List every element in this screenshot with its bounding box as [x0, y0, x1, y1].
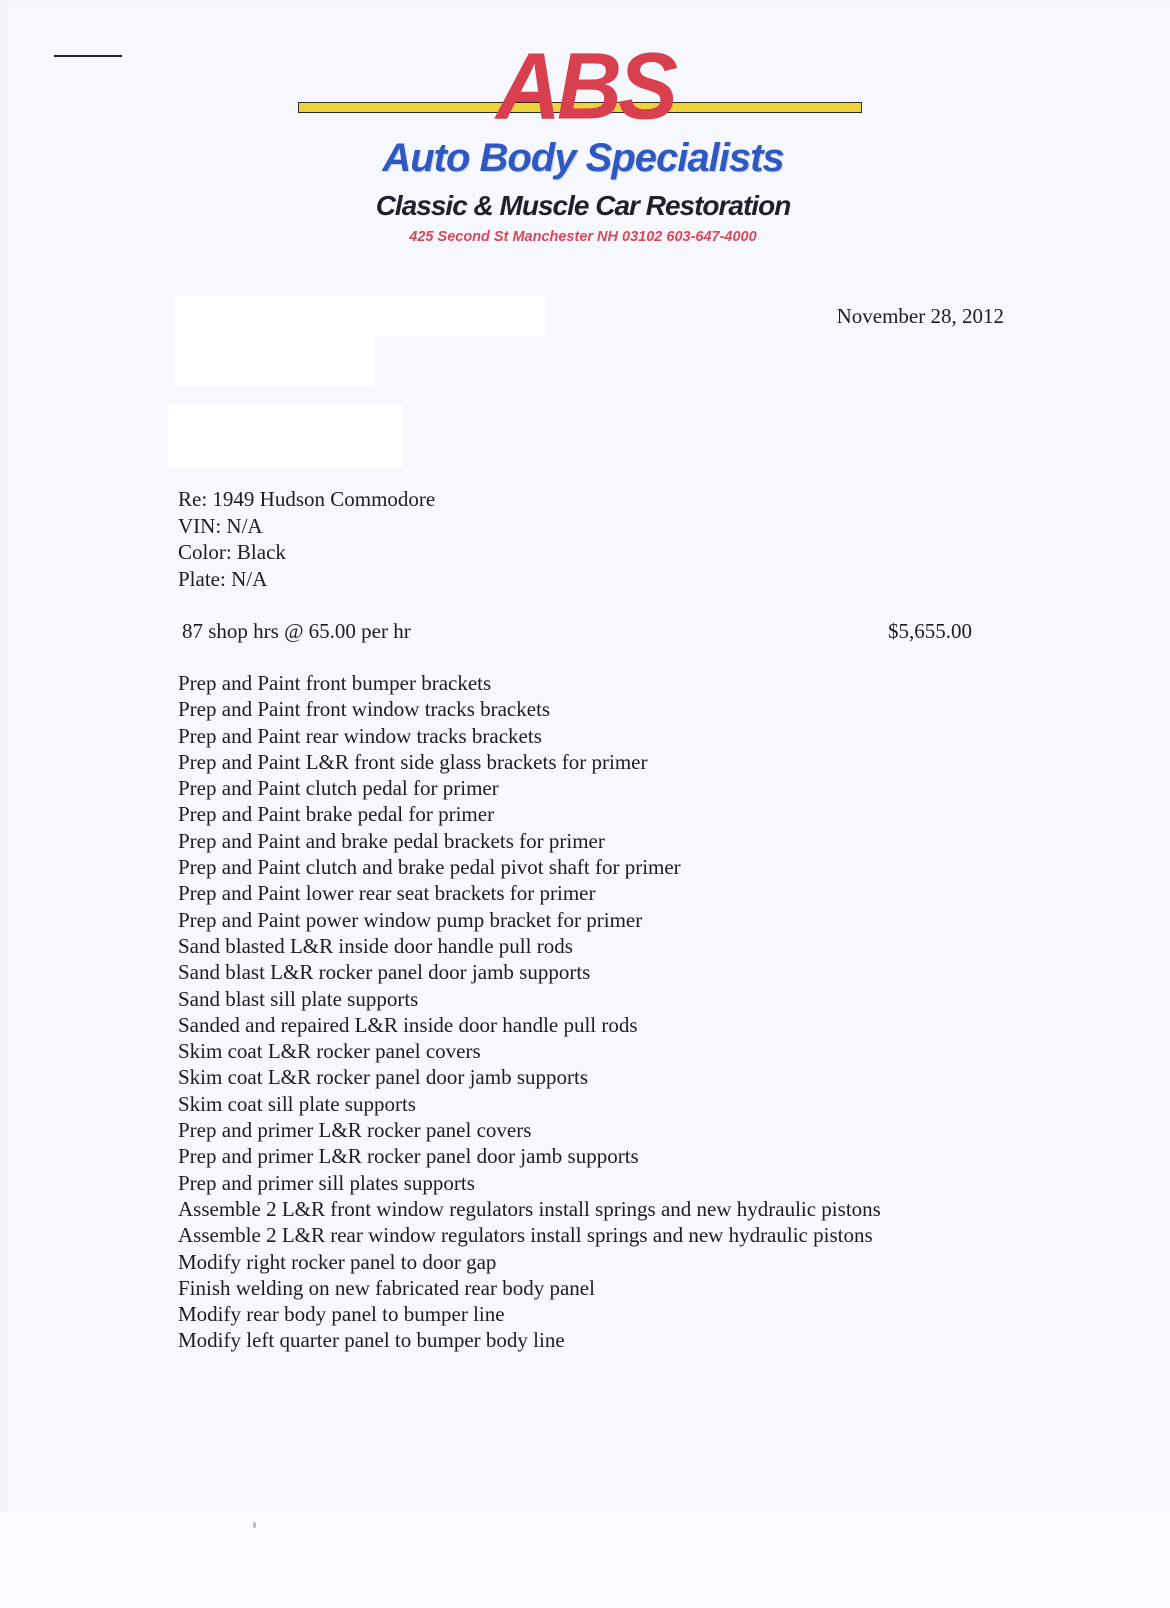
work-item: Skim coat L&R rocker panel door jamb supports	[178, 1065, 589, 1090]
labor-amount: $5,655.00	[888, 619, 972, 643]
redacted-block	[168, 405, 403, 467]
work-item: Prep and primer sill plates supports	[178, 1170, 475, 1195]
work-item: Prep and Paint lower rear seat brackets for primer	[178, 881, 596, 906]
work-item: Modify right rocker panel to door gap	[178, 1249, 497, 1274]
work-item: Prep and Paint front window tracks brackets	[178, 697, 551, 722]
work-item: Prep and Paint clutch pedal for primer	[178, 776, 499, 801]
work-item: Sand blast L&R rocker panel door jamb supports	[178, 960, 591, 985]
letter-date: November 28, 2012	[836, 304, 1004, 328]
work-item: Sand blasted L&R inside door handle pull rods	[178, 933, 573, 958]
work-item: Prep and Paint rear window tracks brackets	[178, 723, 542, 748]
company-tagline: Classic & Muscle Car Restoration	[375, 190, 791, 221]
vehicle-color: Color: Black	[178, 540, 286, 564]
work-item: Skim coat L&R rocker panel covers	[178, 1039, 481, 1064]
work-item: Prep and primer L&R rocker panel door jamb supports	[178, 1144, 639, 1169]
work-item: Prep and Paint brake pedal for primer	[178, 802, 495, 827]
work-items-list	[178, 670, 881, 1354]
vehicle-vin: VIN: N/A	[178, 513, 263, 538]
company-address: 425 Second St Manchester NH 03102 603-647-4000	[409, 229, 757, 245]
logo-brand: ABS	[496, 34, 675, 140]
work-item: Prep and primer L&R rocker panel covers	[178, 1118, 532, 1143]
scan-speck	[253, 1522, 256, 1528]
work-item: Skim coat sill plate supports	[178, 1091, 416, 1116]
margin-mark	[54, 55, 122, 57]
work-item: Assemble 2 L&R rear window regulators install springs and new hydraulic pistons	[178, 1223, 873, 1248]
vehicle-info	[178, 486, 435, 592]
scan-margin	[0, 1512, 1170, 1608]
vehicle-plate: Plate: N/A	[178, 566, 268, 591]
work-item: Prep and Paint L&R front side glass brackets for primer	[178, 749, 648, 774]
redacted-block	[175, 296, 545, 336]
work-item: Sand blast sill plate supports	[178, 986, 419, 1011]
work-item: Modify left quarter panel to bumper body line	[178, 1328, 565, 1353]
work-item: Assemble 2 L&R front window regulators install springs and new hydraulic pistons	[178, 1196, 881, 1221]
labor-hours: 87 shop hrs @ 65.00 per hr	[182, 619, 411, 643]
work-item: Finish welding on new fabricated rear body panel	[178, 1275, 595, 1300]
work-item: Prep and Paint front bumper brackets	[178, 671, 492, 695]
redacted-block	[175, 334, 375, 386]
work-item: Modify rear body panel to bumper line	[178, 1302, 505, 1327]
work-item: Sanded and repaired L&R inside door handle pull rods	[178, 1012, 638, 1037]
work-item: Prep and Paint power window pump bracket for primer	[178, 907, 643, 932]
work-item: Prep and Paint and brake pedal brackets for primer	[178, 828, 605, 853]
company-name: Auto Body Specialists	[382, 136, 784, 180]
work-item: Prep and Paint clutch and brake pedal pivot shaft for primer	[178, 855, 681, 880]
vehicle-re: Re: 1949 Hudson Commodore	[178, 487, 436, 511]
letterhead-logo	[298, 34, 864, 252]
